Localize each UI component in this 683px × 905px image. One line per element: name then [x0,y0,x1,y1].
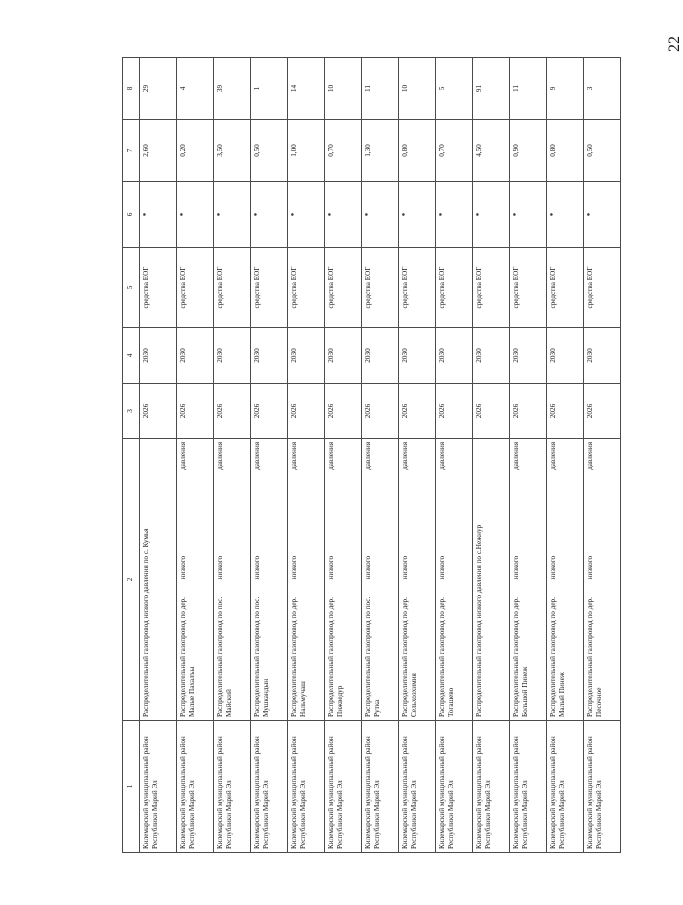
object-cell [325,439,362,721]
table-row [510,58,547,853]
count-cell: 14 [288,58,325,120]
column-header: 6 [123,182,140,248]
count-cell: 1 [251,58,288,120]
district-cell: Килемарский муниципальный район Республики Марий Эл [362,721,399,853]
length-cell: 2,60 [140,120,177,182]
column-header: 8 [123,58,140,120]
table-row [362,58,399,853]
mark-cell: * [140,182,177,248]
length-cell: 0,70 [436,120,473,182]
start-year-cell: 2026 [399,384,436,439]
mark-cell: * [510,182,547,248]
mark-cell: * [288,182,325,248]
end-year-cell: 2030 [177,328,214,384]
pressure-word: давления [290,442,298,470]
funding-source-cell: средства ЕОГ [325,248,362,328]
table-body [140,58,621,853]
pressure-word: давления [216,442,224,470]
length-cell: 1,00 [288,120,325,182]
object-name: Распределительный газопровод по дер. Малый Пинеж [549,597,567,717]
length-cell: 0,20 [177,120,214,182]
mark-cell: * [473,182,510,248]
end-year-cell: 2030 [251,328,288,384]
funding-source-cell: средства ЕОГ [251,248,288,328]
end-year-cell: 2030 [510,328,547,384]
funding-source-cell: средства ЕОГ [547,248,584,328]
funding-source-cell: средства ЕОГ [177,248,214,328]
district-cell: Килемарский муниципальный район Республики Марий Эл [510,721,547,853]
length-cell: 0,50 [251,120,288,182]
count-cell: 10 [325,58,362,120]
district-cell: Килемарский муниципальный район Республики Марий Эл [140,721,177,853]
end-year-cell: 2030 [140,328,177,384]
start-year-cell: 2026 [140,384,177,439]
header-row [123,58,140,853]
object-cell [362,439,399,721]
object-cell [288,439,325,721]
pressure-level: низкого [512,555,520,580]
end-year-cell: 2030 [584,328,621,384]
mark-cell: * [547,182,584,248]
length-cell: 1,30 [362,120,399,182]
mark-cell: * [584,182,621,248]
table-row [473,58,510,853]
funding-source-cell: средства ЕОГ [140,248,177,328]
count-cell: 11 [362,58,399,120]
object-name: Распределительный газопровод по пос. Майский [216,596,234,717]
object-name: Распределительный газопровод по дер. Большой Пинеж [512,597,530,717]
gas-pipeline-table [122,57,621,853]
object-name: Распределительный газопровод по дер. Пижведур [327,597,345,717]
start-year-cell: 2026 [510,384,547,439]
count-cell: 5 [436,58,473,120]
pressure-level: низкого [290,555,298,580]
pressure-level: низкого [327,555,335,580]
count-cell: 39 [214,58,251,120]
start-year-cell: 2026 [362,384,399,439]
pressure-word: давления [327,442,335,470]
length-cell: 0,80 [547,120,584,182]
funding-source-cell: средства ЕОГ [399,248,436,328]
count-cell: 3 [584,58,621,120]
start-year-cell: 2026 [288,384,325,439]
funding-source-cell: средства ЕОГ [288,248,325,328]
pressure-word: давления [253,442,261,470]
funding-source-cell: средства ЕОГ [584,248,621,328]
object-name: Распределительный газопровод по пос. Рутка [364,596,382,717]
district-cell: Килемарский муниципальный район Республики Марий Эл [325,721,362,853]
pressure-level: низкого [179,555,187,580]
pressure-word: давления [401,442,409,470]
funding-source-cell: средства ЕОГ [214,248,251,328]
pressure-word: давления [512,442,520,470]
column-header: 5 [123,248,140,328]
table-row [325,58,362,853]
count-cell: 11 [510,58,547,120]
object-name: Распределительный газопровод по дер. Песочное [586,597,604,717]
column-header: 2 [123,439,140,721]
end-year-cell: 2030 [399,328,436,384]
length-cell: 0,70 [325,120,362,182]
object-cell [547,439,584,721]
object-name: Распределительный газопровод по дер. Тогашево [438,597,456,717]
district-cell: Килемарский муниципальный район Республики Марий Эл [288,721,325,853]
pressure-level: низкого [438,555,446,580]
document-table-wrapper [122,58,621,853]
pressure-word: давления [586,442,594,470]
object-cell [177,439,214,721]
count-cell: 29 [140,58,177,120]
table-row [584,58,621,853]
pressure-level: низкого [549,555,557,580]
funding-source-cell: средства ЕОГ [362,248,399,328]
pressure-level: низкого [216,555,224,580]
end-year-cell: 2030 [473,328,510,384]
start-year-cell: 2026 [436,384,473,439]
pressure-level: низкого [586,555,594,580]
table-row [251,58,288,853]
length-cell: 3,50 [214,120,251,182]
length-cell: 0,80 [399,120,436,182]
table-row [177,58,214,853]
object-cell: Распределительный газопровод низкого давления по с.Нежнур [473,439,510,721]
district-cell: Килемарский муниципальный район Республики Марий Эл [251,721,288,853]
district-cell: Килемарский муниципальный район Республики Марий Эл [399,721,436,853]
mark-cell: * [436,182,473,248]
length-cell: 0,50 [584,120,621,182]
table-row [214,58,251,853]
start-year-cell: 2026 [251,384,288,439]
start-year-cell: 2026 [177,384,214,439]
table-row [547,58,584,853]
district-cell: Килемарский муниципальный район Республики Марий Эл [547,721,584,853]
start-year-cell: 2026 [325,384,362,439]
district-cell: Килемарский муниципальный район Республики Марий Эл [214,721,251,853]
end-year-cell: 2030 [288,328,325,384]
count-cell: 9 [547,58,584,120]
district-cell: Килемарский муниципальный район Республики Марий Эл [473,721,510,853]
column-header: 7 [123,120,140,182]
object-name: Распределительный газопровод по дер. Малые Пахалъы [179,597,197,717]
mark-cell: * [325,182,362,248]
column-header: 3 [123,384,140,439]
end-year-cell: 2030 [547,328,584,384]
start-year-cell: 2026 [473,384,510,439]
pressure-word: давления [549,442,557,470]
object-name: Распределительный газопровод по пос. Мушкандын [253,596,271,717]
table-row [288,58,325,853]
object-cell [251,439,288,721]
district-cell: Килемарский муниципальный район Республики Марий Эл [584,721,621,853]
start-year-cell: 2026 [214,384,251,439]
length-cell: 4,50 [473,120,510,182]
district-cell: Килемарский муниципальный район Республики Марий Эл [436,721,473,853]
start-year-cell: 2026 [584,384,621,439]
pressure-word: давления [364,442,372,470]
object-name: Распределительный газопровод по дер. Сельхозхимия [401,597,419,717]
count-cell: 10 [399,58,436,120]
pressure-level: низкого [364,555,372,580]
count-cell: 4 [177,58,214,120]
table-row [399,58,436,853]
district-cell: Килемарский муниципальный район Республики Марий Эл [177,721,214,853]
pressure-level: низкого [401,555,409,580]
funding-source-cell: средства ЕОГ [436,248,473,328]
pressure-word: давления [438,442,446,470]
mark-cell: * [251,182,288,248]
end-year-cell: 2030 [436,328,473,384]
end-year-cell: 2030 [325,328,362,384]
mark-cell: * [399,182,436,248]
end-year-cell: 2030 [362,328,399,384]
table-row [140,58,177,853]
column-header: 1 [123,721,140,853]
table-row [436,58,473,853]
object-cell [584,439,621,721]
funding-source-cell: средства ЕОГ [510,248,547,328]
end-year-cell: 2030 [214,328,251,384]
object-name: Распределительный газопровод по дер. Нальмучаш [290,597,308,717]
object-cell [399,439,436,721]
page-number: 22 [666,36,683,52]
mark-cell: * [177,182,214,248]
object-cell [214,439,251,721]
mark-cell: * [214,182,251,248]
length-cell: 0,90 [510,120,547,182]
column-header: 4 [123,328,140,384]
pressure-word: давления [179,442,187,470]
start-year-cell: 2026 [547,384,584,439]
object-cell [436,439,473,721]
object-cell: Распределительный газопровод низкого давления по с. Кумья [140,439,177,721]
object-cell [510,439,547,721]
count-cell: 91 [473,58,510,120]
mark-cell: * [362,182,399,248]
funding-source-cell: средства ЕОГ [473,248,510,328]
pressure-level: низкого [253,555,261,580]
